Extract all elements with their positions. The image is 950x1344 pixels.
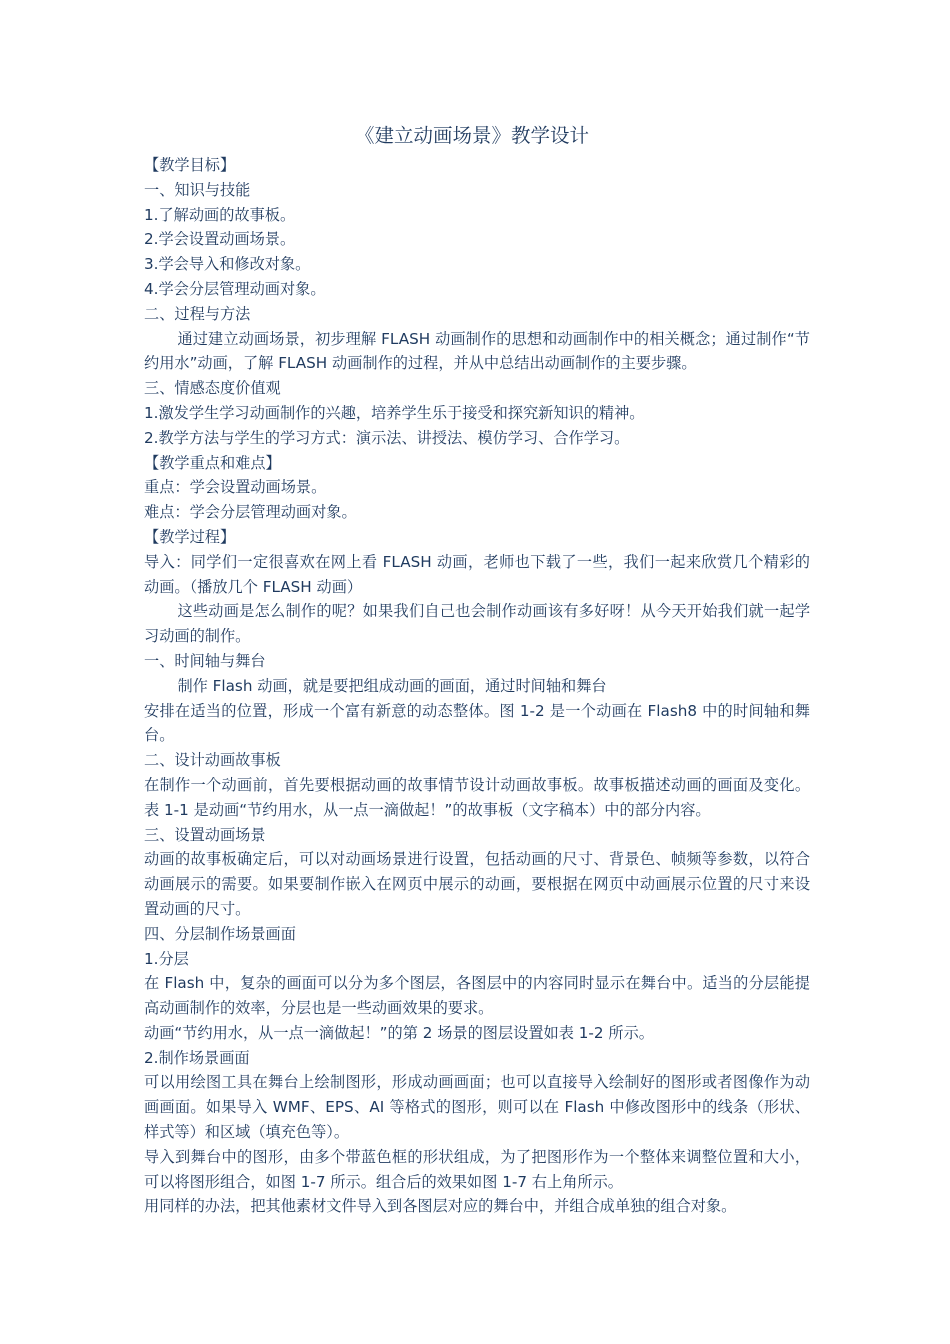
knowledge-header: 一、知识与技能 [144,180,251,199]
layer-paragraph-1: 在 Flash 中，复杂的画面可以分为多个图层，各图层中的内容同时显示在舞台中。适当的分层能提高动画制作的效率，分层也是一些动画效果的要求。 [144,974,810,1018]
knowledge-item: 2.学会设置动画场景。 [144,230,296,249]
process-header: 二、过程与方法 [144,304,251,323]
knowledge-item: 4.学会分层管理动画对象。 [144,279,326,298]
make-paragraph-1: 可以用绘图工具在舞台上绘制图形，形成动画画面；也可以直接导入绘制好的图形或者图像作为动画画面。如果导入 WMF、EPS、AI 等格式的图形，则可以在 Flash 中修改图形中的线条（形状、样式等）和区域（填充色等）。 [144,1073,810,1142]
process-paragraph: 通过建立动画场景，初步理解 FLASH 动画制作的思想和动画制作中的相关概念；通过制作“节约用水”动画，了解 FLASH 动画制作的过程，并从中总结出动画制作的主要步骤。 [144,329,810,373]
attitude-item: 1.激发学生学习动画制作的兴趣，培养学生乐于接受和探究新知识的精神。 [144,403,645,422]
layer-paragraph-2: 动画“节约用水，从一点一滴做起！”的第 2 场景的图层设置如表 1-2 所示。 [144,1023,654,1042]
storyboard-paragraph: 在制作一个动画前，首先要根据动画的故事情节设计动画故事板。故事板描述动画的画面及变化。表 1-1 是动画“节约用水，从一点一滴做起！”的故事板（文字稿本）中的部分内容。 [144,775,810,819]
intro-paragraph-2: 这些动画是怎么制作的呢？如果我们自己也会制作动画该有多好呀！从今天开始我们就一起学习动画的制作。 [144,602,810,646]
layer-subheader-2: 2.制作场景画面 [144,1048,250,1067]
layer-header: 四、分层制作场景画面 [144,924,296,943]
document-title: 《建立动画场景》教学设计 [354,124,589,147]
key-header: 【教学重点和难点】 [144,453,281,472]
intro-paragraph: 导入：同学们一定很喜欢在网上看 FLASH 动画，老师也下载了一些，我们一起来欣赏几个精彩的动画。（播放几个 FLASH 动画） [144,552,810,596]
difficult-point: 难点：学会分层管理动画对象。 [144,503,357,522]
timeline-header: 一、时间轴与舞台 [144,651,266,670]
key-point: 重点：学会设置动画场景。 [144,478,327,497]
scene-paragraph: 动画的故事板确定后，可以对动画场景进行设置，包括动画的尺寸、背景色、帧频等参数，以符合动画展示的需要。如果要制作嵌入在网页中展示的动画，要根据在网页中动画展示位置的尺寸来设置动画的尺寸。 [144,850,810,918]
attitude-header: 三、情感态度价值观 [144,379,281,398]
make-paragraph-3: 用同样的办法，把其他素材文件导入到各图层对应的舞台中，并组合成单独的组合对象。 [144,1197,737,1216]
layer-subheader-1: 1.分层 [144,949,189,968]
make-paragraph-2: 导入到舞台中的图形，由多个带蓝色框的形状组成，为了把图形作为一个整体来调整位置和大小，可以将图形组合，如图 1-7 所示。组合后的效果如图 1-7 右上角所示。 [144,1147,810,1191]
timeline-line-1: 制作 Flash 动画，就是要把组成动画的画面，通过时间轴和舞台 [177,676,607,695]
timeline-line-2: 安排在适当的位置，形成一个富有新意的动态整体。图 1-2 是一个动画在 Flash8 中的时间轴和舞台。 [144,701,810,745]
knowledge-item: 3.学会导入和修改对象。 [144,255,311,274]
document-page [144,121,810,1219]
knowledge-item: 1.了解动画的故事板。 [144,205,296,224]
attitude-item: 2.教学方法与学生的学习方式：演示法、讲授法、模仿学习、合作学习。 [144,428,630,447]
procedure-header: 【教学过程】 [144,527,236,546]
scene-header: 三、设置动画场景 [144,825,266,844]
storyboard-header: 二、设计动画故事板 [144,751,281,770]
objectives-header: 【教学目标】 [144,156,236,174]
